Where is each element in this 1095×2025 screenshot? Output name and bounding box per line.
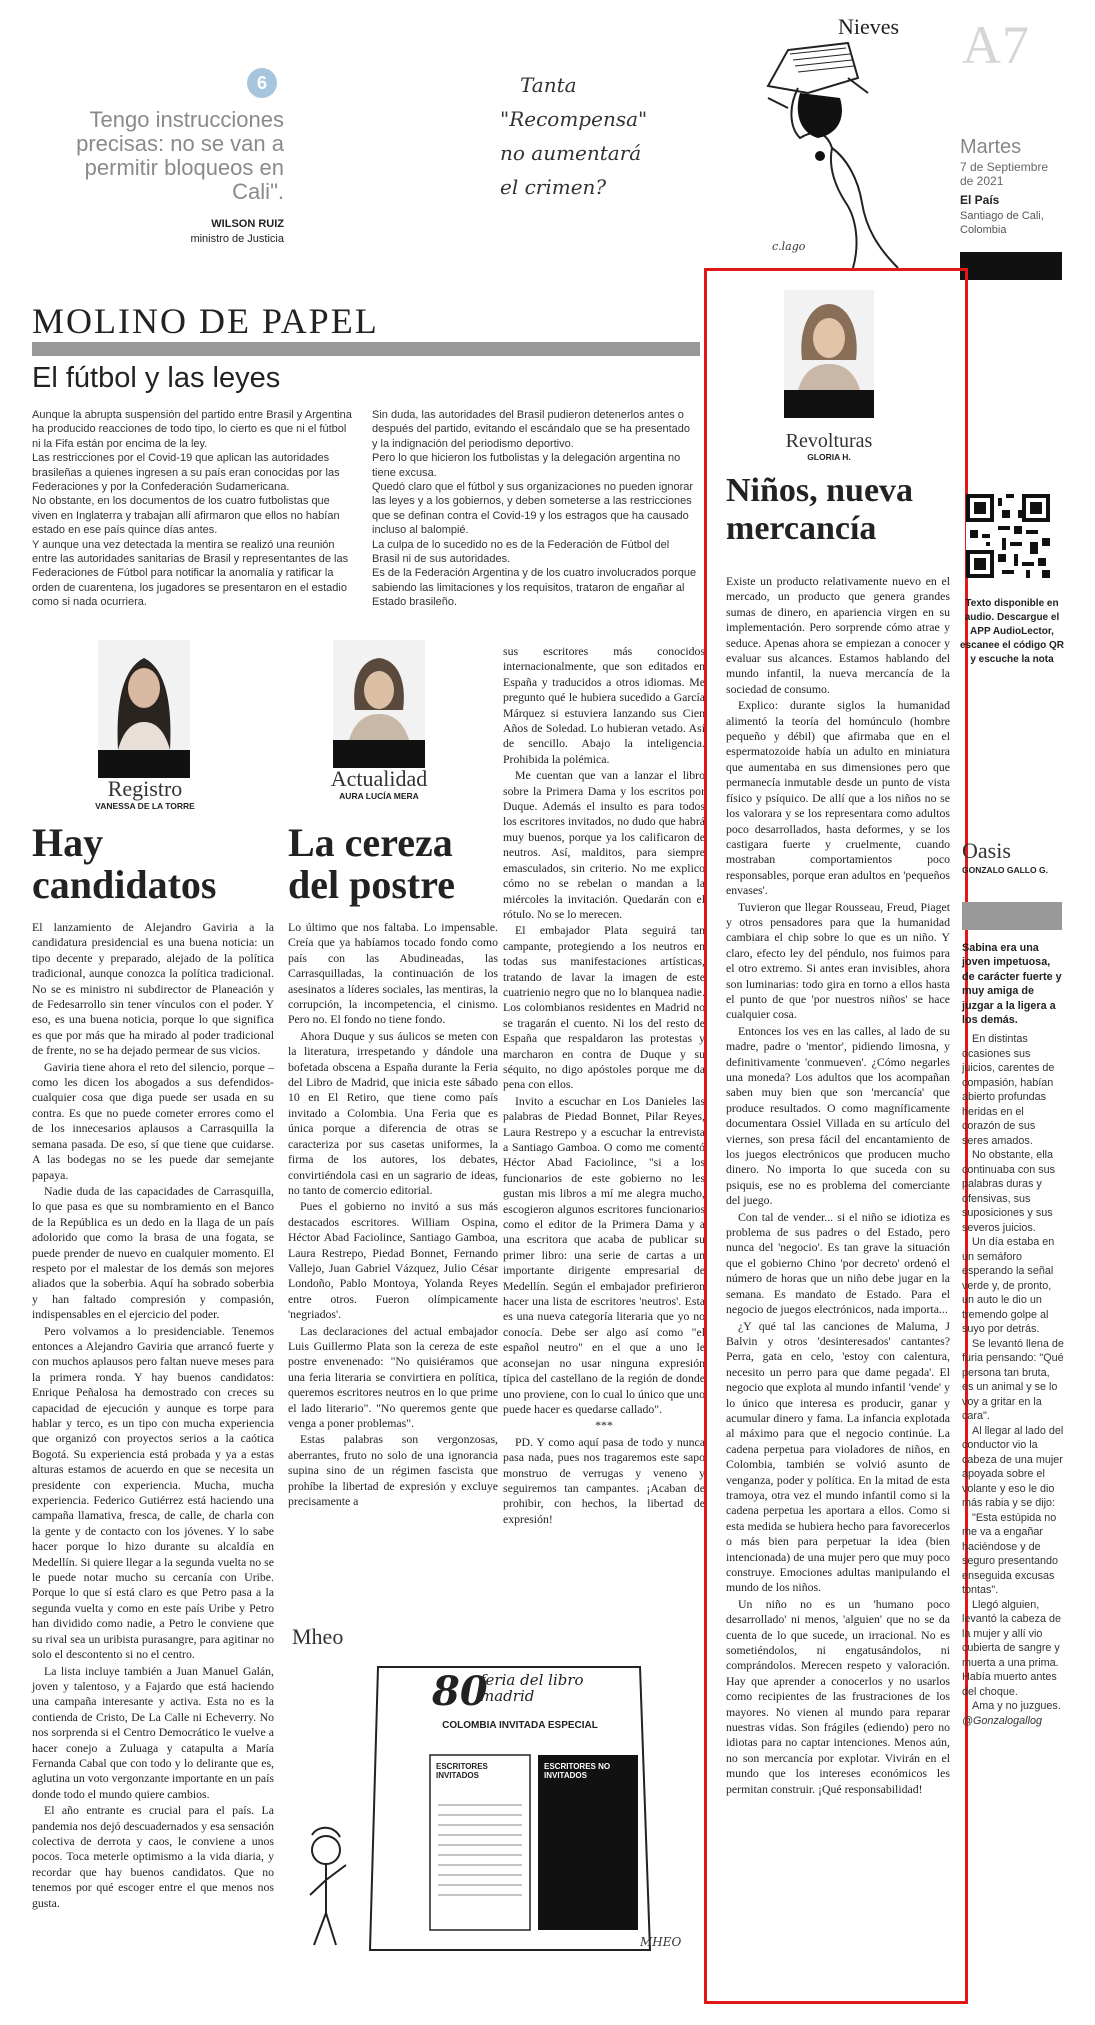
paragraph: Un niño no es un 'humano poco desarrollado' ni menos, 'alguien' que no se da cuenta de lo que sucede, un irracional. No es sometiéndolos, ni engatusándolos, ni comprándolos. Merecen respeto y valoración. Hay que aprender a conocerlos y no usarlos como recipientes de las frustraciones de los mayores. No vienen al mundo para reparar nuestras vidas. Son frágiles (ediendo) pero no idiotas para no captar intenciones. Menos aún, no son mercancía por explotar. Vivirán en el mundo que los intereses económicos les permitan construir. ¡Qué responsabilidad! <box>726 1596 950 1796</box>
cartoon-bottom-label: Mheo <box>292 1624 344 1649</box>
editorial-paragraph: Pero lo que hicieron los futbolistas y la delegación argentina no tiene excusa. <box>372 452 681 479</box>
cartoon-line: "Recompensa" <box>500 107 648 131</box>
headline-aura: La cereza del postre <box>288 820 456 907</box>
paragraph: El año entrante es crucial para el país. La pandemia nos dejó descuadernados y esa sensación colectiva de derrota y caos, le conviene a unos pocos. Toca meterle optimismo a la vida diaria, y recordar que hay buenos candidatos. Que no tenemos por qué escoger entre el que menos nos gusta. <box>32 1803 274 1910</box>
author-photo-vanessa <box>98 640 190 750</box>
feria-number: 80 <box>432 1668 488 1715</box>
author-aura: AURA LUCÍA MERA <box>339 791 419 801</box>
column-name-gonzalo: Oasis <box>962 838 1011 863</box>
body-aura-col1 <box>288 920 498 1510</box>
page-number: A7 <box>962 15 1030 75</box>
author-gloria: GLORIA H. <box>807 452 851 462</box>
author-bar-aura <box>333 740 425 768</box>
oasis-bar <box>962 902 1062 930</box>
editorial-paragraph: Aunque la abrupta suspensión del partido entre Brasil y Argentina ha producido reacciones de todo tipo, lo cierto es que ni el fútbol ni la Fifa están por encima de la ley. <box>32 409 352 450</box>
editorial-col2 <box>372 408 698 610</box>
headline-vanessa: Hay candidatos <box>32 820 217 907</box>
quote-author-title: ministro de Justicia <box>190 233 284 245</box>
cartoon-top-signature: c.lago <box>772 240 806 253</box>
column-name-gloria: Revolturas <box>785 430 873 452</box>
editorial-paragraph: La culpa de lo sucedido no es de la Federación de Fútbol del Brasil ni de sus autoridades. <box>372 538 670 566</box>
paragraph: Ama y no juzgues. <box>972 1700 1061 1712</box>
paragraph: Pues el gobierno no invitó a sus más destacados escritores. William Ospina, Héctor Abad Faciolince, Santiago Gamboa, Laura Restrepo, Piedad Bonnet, Fernando Vallejo, Juan Gabriel Vázquez, Julio César Londoño, Pablo Montoya, Yolanda Reyes entre otros. Fueron olímpicamente 'negriados'. <box>288 1199 498 1322</box>
paragraph: Me cuentan que van a lanzar el libro sobre la Primera Dama y los escritos por Duque. Además el insulto es para todos los escritores invitados, no dudo que habrá muy buenos, porque ya los calificaron de neutros. Así, malditos, para siempre emasculados, sin criterio. No me explico cómo no se rebelan o mandan a la miércoles la invitación. Quedarán con el rótulo. No se lo merecen. <box>503 768 705 921</box>
editorial-paragraph: Es de la Federación Argentina y de los cuatro involucrados porque sabiendo las limitaciones y los requisitos, trataron de engañar al Estado brasileño. <box>372 567 697 609</box>
cartoon-line: no aumentará <box>500 141 642 165</box>
editorial-col1 <box>32 408 354 610</box>
cartoon-bottom-signature: MHEO <box>640 1935 682 1949</box>
paragraph: Las declaraciones del actual embajador Luis Guillermo Plata son la cereza de este postre envenenado: "No quisiéramos que una feria literaria se convirtiera en política, queremos escritores neutros en lo que prime el lado literario". "No queremos gente que venga a poner problemas". <box>288 1323 498 1430</box>
editorial-title: El fútbol y las leyes <box>32 362 281 394</box>
paragraph: Invito a escuchar en Los Danieles las palabras de Piedad Bonnet, Pilar Reyes, Laura Restrepo y a escuchar la entrevista a Santiago Gamboa. O como me comentó Héctor Abad Faciolince, "si a los funcionarios de este gobierno no les gustan mis libros a mí me alegra mucho, escogieron algunos escritores funcionarios como el editor de la Primera Dama y a una escritora que acaba de publicar su primer libro: una serie de cartas a un importante dirigente empresarial de Medellín. Según el embajador prefirieron hacer una lista de escritores 'neutros'. Esta es una nueva categoría literaria que yo no conocía. Debe ser algo así como "el español neutro" en el que a uno le aconsejan no usar ninguna expresión típica del castellano de la región de donde uno proviene, con lo cual lo único que uno puede hacer es quedarse callado". <box>503 1093 705 1416</box>
paragraph: Entonces los ves en las calles, al lado de su madre, padre o 'mentor', pidiendo limosna, y definitivamente 'conmueven'. ¿Cómo negarles una moneda? Los adultos que los acompañan saben muy bien que son 'mercancía' que produce resultados. O como magníficamente documentara Ossiel Villada en su artículo del viernes, son presa fácil del encantamiento de los juegos electrónicos que producen mucho dinero. No importa lo que suceda con su psiquis, ese no es problema del comerciante del juego. <box>726 1023 950 1208</box>
audio-note: Texto disponible en audio. Descargue el APP AudioLector, escanee el código QR y escuche la nota <box>960 598 1064 665</box>
cartoon-panel-right: ESCRITORES NO INVITADOS <box>544 1762 611 1780</box>
paragraph: PD. Y como aquí pasa de todo y nunca pasa nada, pues nos tragaremos este sapo monstruo de verrugas y veneno y seguiremos tan campantes. ¡Acaban de prohibir, con hechos, la libertad de expresión! <box>503 1434 705 1526</box>
paragraph: Un día estaba en un semáforo esperando la señal verde y, de pronto, un auto le dio un tremendo golpe al suyo por detrás. <box>962 1236 1055 1335</box>
author-photo-gloria <box>784 290 874 390</box>
paragraph: Se levantó llena de furia pensando: "Qué persona tan bruta, es un animal y se lo voy a gritar en la cara". <box>962 1337 1064 1422</box>
paragraph: No obstante, ella continuaba con sus palabras duras y ofensivas, sus suposiciones y sus severos juicios. <box>962 1149 1056 1234</box>
section-bar <box>32 342 700 356</box>
cartoon-top-text <box>500 68 710 204</box>
paragraph: Existe un producto relativamente nuevo en el mercado, un producto que genera grandes sumas de dinero, en apariencia virgen en su implementación. Pero sorprende cómo atrae y seduce. Apenas ahora se empiezan a conocer y evaluar sus alcances. Estamos hablando del mundo infantil, la nueva mercancía de la sociedad de consumo. <box>726 574 950 696</box>
quote-text: Tengo instrucciones precisas: no se van a permitir bloqueos en Cali". <box>76 107 284 204</box>
oasis-lead: Sabina era una joven impetuosa, de carácter fuerte y muy amiga de juzgar a la ligera a los demás. <box>962 942 1062 1027</box>
paragraph: La lista incluye también a Juan Manuel Galán, joven y talentoso, y a Fajardo que está haciendo una campaña interesante y activa. Esta no es la contienda de Cristo, De La Calle ni Echeverry. No nos sorprenda si el Centro Democrático le vuelve a hacer conejo a Zuluaga y catapulta a María Fernanda Cabal que con todo y lo delirante que es, aglutina un voto vergonzante importante en un país donde todo el mundo quiere cambios. <box>32 1663 274 1801</box>
paragraph: Gaviria tiene ahora el reto del silencio, porque –como les dicen los abogados a sus defendidos- cualquier cosa que diga puede ser usada en su contra. Es que no puede cometer errores como el de los innecesarios aplausos a Carrasquilla la semana pasada. De eso, sí que tiene que cuidarse. A las bodegas no se les puede dar semejante papaya. <box>32 1059 274 1182</box>
paragraph: Al llegar al lado del conductor vio la cabeza de una mujer apoyada sobre el volante y eso le dio más rabia y se dijo: <box>962 1424 1064 1509</box>
paragraph: Estas palabras son vergonzosas, aberrantes, fruto no solo de una ignorancia supina sino de un régimen fascista que prohíbe la libertad de expresión y excluye precisamente a <box>288 1432 498 1509</box>
body-aura-col2 <box>503 644 705 1528</box>
author-gonzalo: GONZALO GALLO G. <box>962 865 1048 875</box>
masthead-newspaper: El País <box>960 193 1000 207</box>
cartoon-top-label: Nieves <box>838 14 900 39</box>
paragraph: Explico: durante siglos la humanidad alimentó la teoría del homúnculo (hombre pequeño y débil) que afirmaba que en el espermatozoide había un adulto en miniatura que aumentaba en sus dimensiones pero que permanecía inmutable desde un punto de vista físico y psíquico. De allí que a los niños no se los valorara y se los representara como adultos poco desarrollados, hasta deformes, y se los castigara fuerte y cruelmente, cuando mostraban comportamientos poco responsables, porque eran adultos en 'pequeños envases'. <box>726 698 950 898</box>
editorial-paragraph: Las restricciones por el Covid-19 que aplican las autoridades brasileñas a quienes ingresen a su país eran conocidas por las Federaciones y por la Confederación Sudamericana. <box>32 452 340 494</box>
paragraph: "Esta estúpida no me va a engañar haciéndose y de seguro presentando enseguida excusas tontas". <box>962 1511 1059 1596</box>
editorial-paragraph: No obstante, en los documentos de los cuatro futbolistas que viven en Inglaterra y trabajan allí afirmaron que ellos no habían estado en ese país quince días antes. <box>32 495 340 537</box>
column-name-vanessa: Registro <box>107 776 183 801</box>
separator: *** <box>595 1418 613 1433</box>
quote-author: WILSON RUIZ <box>211 218 284 230</box>
paragraph: Lo último que nos faltaba. Lo impensable. Creía que ya habíamos tocado fondo como país con las Abudineadas, las Carrasquilladas, la continuación de los asesinatos a líderes sociales, las mentiras, la corrupción, la incompetencia, el cinismo. Pero no. El fondo no tiene fondo. <box>288 920 498 1027</box>
editorial-paragraph: Quedó claro que el fútbol y sus organizaciones no pueden ignorar las leyes y a los gobiernos, y deben someterse a las restricciones que se definan contra el Covid-19 y los estragos que ha causado incluso al balompié. <box>372 481 694 537</box>
paragraph: ¿Y qué tal las canciones de Maluma, J Balvin y otros 'desinteresados' cantantes? Perra, gata en celo, 'estoy con calentura, necesito un perro para que dame pegada'. El negocio que explota al mundo infantil 'vende' y lo único que interesa es producir, ganar y acumular dinero y fama. La infancia explotada al máximo para que el negocio continúe. La cadena perpetua para violadores de niños, en Colombia, también se volvió asunto de venganza, poder y política. En la mitad de esta tramoya, otra vez el mundo infantil como si la cadena perpetua les aportara a ellos. Como si esta medida se hubiera hecho para favorecerlos o más bien para perpetuar la idea (bien intencionada) de una mujer pero que muy poco construye. Emociones adultas manipulando el mundo de los niños. <box>726 1318 950 1595</box>
cartoon-subtitle: COLOMBIA INVITADA ESPECIAL <box>442 1720 598 1731</box>
cartoon-line: el crimen? <box>500 175 607 199</box>
body-gloria <box>726 574 950 1798</box>
paragraph: El embajador Plata seguirá tan campante, protegiendo a los neutros en todas sus manifestaciones artísticas, tratando de lavar la imagen de este cuatrienio negro que no lo blanquea nadie. Los colombianos residentes en Madrid no se tragarán el cuento. Ni los del resto de España que respaldaron las protestas y marcharon en contra de Duque y su séquito, no digo apóstoles porque me da pena con ellos. <box>503 923 705 1092</box>
twitter-handle[interactable]: @Gonzalogallog <box>962 1714 1042 1727</box>
paragraph: Llegó alguien, levantó la cabeza de la mujer y allí vio cubierta de sangre y muerta a una prima. Había muerto antes del choque. <box>962 1598 1062 1698</box>
author-bar-gloria <box>784 390 874 418</box>
paragraph: Nadie duda de las capacidades de Carrasquilla, lo que pasa es que su nombramiento en el Banco de la República es un dedo en la llaga de un país adolorido que como la brasa de una fogata, se puede prender de nuevo en cualquier momento. El respeto por el malestar de los demás son mejores aliados que la soberbia. Aquí ha sobrado soberbia y han faltado compresión y compasión, indispensables en el ejercicio del poder. <box>32 1183 274 1322</box>
paragraph: Con tal de vender... si el niño se idiotiza es problema de sus padres o del Estado, pero nunca del 'negocio'. Es tan grave la situación que el gobierno Chino 'por decreto' ordenó el número de horas que un niño debe jugar en la semana. Es mandato de Estado. Para el negocio de juegos electrónicos, nada importa... <box>726 1209 950 1317</box>
section-title: MOLINO DE PAPEL <box>32 301 379 341</box>
headline-gloria: Niños, nueva mercancía <box>726 472 914 547</box>
editorial-paragraph: Sin duda, las autoridades del Brasil pudieron detenerlos antes o después del partido, evitando el escándalo que se ha presentado y la indignación del periodismo deportivo. <box>372 409 691 450</box>
paragraph: sus escritores más conocidos internacionalmente, que son editados en España y traducidos a otros idiomas. Me pregunto qué le hubiera sucedido a García Márquez si estuviera lanzando sus Cien Años de Soledad. Lo hubieran vetado. Así de sencillo. Abajo la inteligencia. Prohibida la polémica. <box>503 644 705 766</box>
feria-text: feria del libro madrid <box>480 1671 584 1705</box>
author-bar-vanessa <box>98 750 190 778</box>
masthead-date: 7 de Septiembre de 2021 <box>960 160 1049 188</box>
author-vanessa: VANESSA DE LA TORRE <box>95 801 195 811</box>
paragraph: Pero volvamos a lo presidenciable. Tenemos entonces a Alejandro Gaviria que arrancó fuerte y con muchos aplausos pero faltan nueve meses para la primera ronda. Y hay buenos candidatos: Enrique Peñalosa ha demostrado con creces su capacidad de ejecución y aunque es torpe para hablar y terco, es un tipo con mucha experiencia que organizó con proyectos serios a la caótica Bogotá. Su experiencia está probada y ya a estas alturas estamos de acuerdo en que se necesita un presidente con experiencia. Mucha, mucha experiencia. Federico Gutiérrez está haciendo una campaña llamativa, fresca, de calle, de charla con la gente y de contacto con los jóvenes. Y lo sabe hacer porque lo hizo durante su alcaldía en Medellín. Si quiere llegar a la segunda vuelta no se le puede notar mucho su cercanía con Uribe. Porque lo que sí está claro es que Petro pasa a la segunda vuelta y como en este país Uribe y Petro han dividido como nadie, a Petro le conviene que su rival sea un uribista purasangre, para agitinar no solo el descontento si no el centro. <box>32 1323 274 1662</box>
masthead-bar <box>960 252 1062 280</box>
editorial-paragraph: Y aunque una vez detectada la mentira se realizó una reunión entre las autoridades sanitarias de Brasil y representantes de las Federaciones de Fútbol para notificar la anomalía y ratificar la orden de cuarentena, los jugadores se presentaron en el estadio como si nada ocurriera. <box>32 538 349 609</box>
masthead-day: Martes <box>960 136 1022 158</box>
quote-number-badge: 6 <box>247 68 277 98</box>
paragraph: El lanzamiento de Alejandro Gaviria a la candidatura presidencial es una buena noticia: un tipo decente y preparado, alejado de la política tradicional, aunque conozca la política tradicional. No se es ministro ni subdirector de Planeación y de Fedesarrollo sin tener vínculos con el poder. Y eso, es una buena noticia, porque lo que significa es que por más que ha mirado al poder tradicional de frente, no se ha dejado permear de sus vicios. <box>32 920 274 1058</box>
paragraph: En distintas ocasiones sus juicios, carentes de compasión, habían abierto profundas heridas en el corazón de sus seres amados. <box>962 1033 1055 1147</box>
body-gonzalo <box>962 1032 1064 1728</box>
paragraph: Ahora Duque y sus áulicos se meten con la literatura, irrespetando y dándole una bofetada obscena a España durante la Feria del Libro de Madrid, que inicia este sábado 10 en El Retiro, que tiene como país invitado a Colombia. Una Feria que es única porque a diferencia de otras se caracteriza por sus casetas uniformes, la firma de los autores, los debates, convirtiéndola casi en un sagrario de ideas, no tanto de comercio editorial. <box>288 1028 498 1197</box>
cartoon-top-drawing <box>728 38 933 270</box>
cartoon-line: Tanta <box>520 73 577 97</box>
masthead-location: Santiago de Cali, Colombia <box>960 210 1044 236</box>
author-photo-aura <box>333 640 425 740</box>
qr-code[interactable] <box>966 494 1050 578</box>
column-name-aura: Actualidad <box>330 766 428 791</box>
body-vanessa <box>32 920 274 1912</box>
cartoon-panel-left: ESCRITORES INVITADOS <box>436 1762 488 1780</box>
paragraph: Tuvieron que llegar Rousseau, Freud, Piaget y otros pensadores para que la humanidad cambiara el chip sobre lo que es un niño. Y claro, efecto ley del péndulo, nos fuimos para el otro extremo. Si antes eran invisibles, ahora son luminarias: todo gira en torno a ellos hasta el punto de que 'por nuestros niños' se hace cualquier cosa. <box>726 899 950 1022</box>
